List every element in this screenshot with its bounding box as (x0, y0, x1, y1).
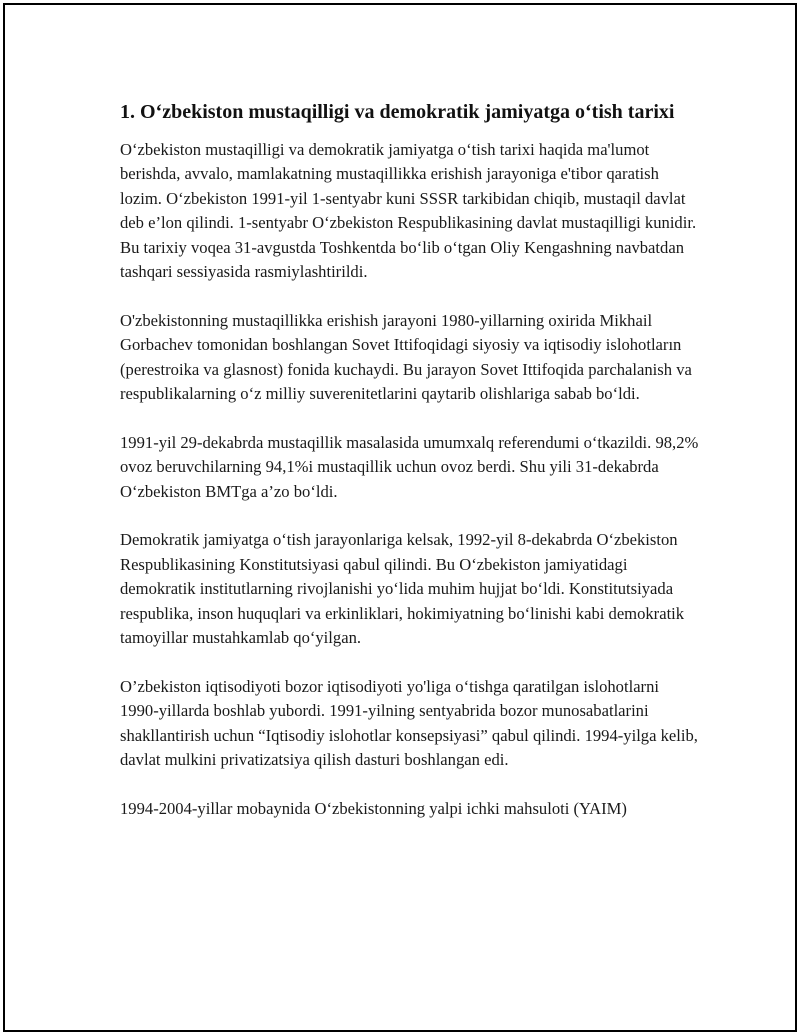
paragraph-6: 1994-2004-yillar mobaynida O‘zbekistonning yalpi ichki mahsuloti (YAIM) (120, 798, 627, 818)
paragraph-1: O‘zbekiston mustaqilligi va demokratik jamiyatga o‘tish tarixi haqida ma'lumot berishda, avvalo, mamlakatning mustaqillikka erishish jarayoniga e'tibor qaratish lozim. O‘zbekiston 1991-yil 1-sentyabr kuni SSSR tarkibidan chiqib, mustaqil davlat deb e’lon qilindi. 1-sentyabr O‘zbekiston Respublikasining davlat mustaqilligi kunidir. Bu tarixiy voqea 31-avgustda Toshkentda bo‘lib o‘tgan Oliy Kengashning navbatdan tashqari sessiyasida rasmiylashtirildi. (120, 140, 697, 282)
paragraph-3: 1991-yil 29-dekabrda mustaqillik masalasida umumxalq referendumi o‘tkazildi. 98,2% ovoz beruvchilarning 94,1%i mustaqillik uchun ovoz berdi. Shu yili 31-dekabrda O‘zbekiston BMTga a’zo bo‘ldi. (120, 432, 699, 501)
page-frame (3, 3, 797, 1032)
document-body (120, 98, 700, 846)
paragraph-5: O’zbekiston iqtisodiyoti bozor iqtisodiyoti yo'liga o‘tishga qaratilgan islohotlarni 1990-yillarda boshlab yubordi. 1991-yilning sentyabrida bozor munosabatlarini shakllantirish uchun “Iqtisodiy islohotlar konsepsiyasi” qabul qilindi. 1994-yilga kelib, davlat mulkini privatizatsiya qilish dasturi boshlangan edi. (120, 676, 698, 770)
paragraph-4: Demokratik jamiyatga o‘tish jarayonlariga kelsak, 1992-yil 8-dekabrda O‘zbekiston Respublikasining Konstitutsiyasi qabul qilindi. Bu O‘zbekiston jamiyatidagi demokratik institutlarning rivojlanishi yo‘lida muhim hujjat bo‘ldi. Konstitutsiyada respublika, inson huquqlari va erkinliklari, hokimiyatning bo‘linishi kabi demokratik tamoyillar mustahkamlab qo‘yilgan. (120, 530, 685, 648)
paragraph-2: O'zbekistonning mustaqillikka erishish jarayoni 1980-yillarning oxirida Mikhail Gorbachev tomonidan boshlangan Sovet Ittifoqidagi siyosiy va iqtisodiy islohotların (perestroika va glasnost) fonida kuchaydi. Bu jarayon Sovet Ittifoqida parchalanish va respublikalarning o‘z milliy suverenitetlarini qaytarib olishlariga sabab bo‘ldi. (120, 310, 692, 404)
section-heading: 1. O‘zbekiston mustaqilligi va demokratik jamiyatga o‘tish tarixi (120, 101, 675, 123)
